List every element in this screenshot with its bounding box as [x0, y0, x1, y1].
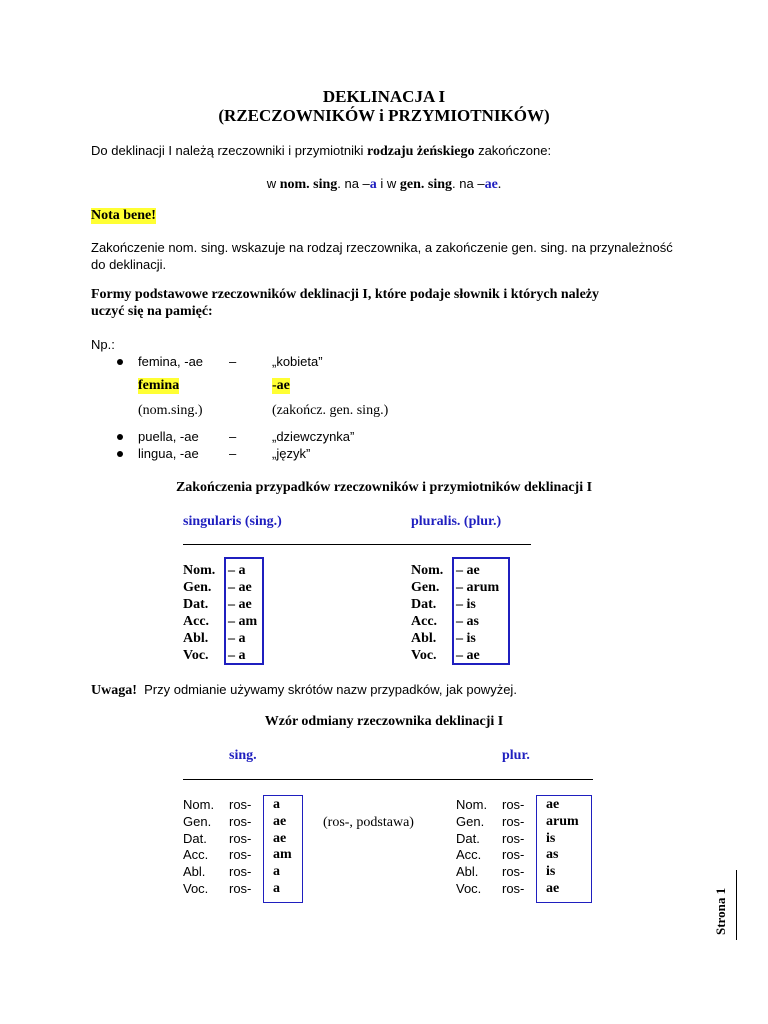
- pattern-case-list: [456, 797, 487, 898]
- page-number-rule: [736, 870, 737, 940]
- singular-endings-list: [228, 562, 257, 664]
- example-dash: –: [229, 429, 237, 444]
- example-dash: –: [229, 354, 237, 369]
- pattern-title: Wzór odmiany rzeczownika deklinacji I: [264, 714, 504, 729]
- page-title: DEKLINACJA I: [322, 87, 446, 106]
- case-label: Abl.: [183, 631, 209, 646]
- case-label: Gen.: [183, 580, 212, 595]
- rule-nom: nom. sing: [279, 177, 338, 192]
- example-word: lingua, -ae: [138, 446, 199, 461]
- case-label: Dat.: [456, 830, 480, 846]
- case-label: Dat.: [183, 597, 209, 612]
- case-label: Nom.: [456, 797, 488, 812]
- pattern-plur-endings: [546, 797, 579, 898]
- plural-ending: – ae: [456, 648, 480, 663]
- forms-heading-1: Formy podstawowe rzeczowników deklinacji I, które podaje słownik i których należy: [91, 287, 599, 302]
- endings-divider: [183, 544, 531, 545]
- intro-bold: rodzaju żeńskiego: [367, 144, 475, 159]
- pattern-stem-list: [502, 797, 524, 898]
- sing-ending: a: [273, 797, 280, 812]
- case-label: Voc.: [456, 880, 482, 896]
- example-dash: –: [229, 446, 237, 461]
- forms-heading-2: uczyć się na pamięć:: [91, 304, 213, 319]
- stem: ros-: [502, 864, 525, 880]
- nota-text-1: Zakończenie nom. sing. wskazuje na rodzaj rzeczownika, a zakończenie gen. sing. na przynależność: [91, 240, 673, 255]
- case-label: Voc.: [411, 648, 437, 663]
- endings-case-list: [411, 562, 443, 664]
- rule-iw: i w: [376, 176, 400, 191]
- stem-note: (ros-, podstawa): [323, 815, 414, 830]
- sing-ending: a: [273, 880, 280, 896]
- example-word: puella, -ae: [138, 429, 199, 444]
- case-label: Gen.: [411, 580, 440, 595]
- np-label: Np.:: [91, 337, 115, 352]
- stem: ros-: [502, 830, 525, 846]
- plur-ending: ae: [546, 797, 560, 812]
- stem: ros-: [502, 847, 525, 863]
- case-label: Nom.: [183, 563, 216, 578]
- case-label: Dat.: [411, 597, 437, 612]
- case-label: Gen.: [456, 813, 485, 829]
- pattern-divider: [183, 779, 593, 780]
- rule-w: w: [266, 176, 280, 191]
- page-number: Strona 1: [713, 887, 728, 935]
- nota-bene-label: Nota bene!: [91, 208, 156, 223]
- singular-ending: – ae: [228, 597, 252, 612]
- example-meaning: „kobieta”: [272, 354, 323, 369]
- uwaga-text: Przy odmianie używamy skrótów nazw przypadków, jak powyżej.: [136, 682, 517, 697]
- plur-ending: as: [546, 847, 559, 863]
- example-meaning: „język”: [272, 446, 311, 461]
- plural-ending: – ae: [456, 563, 480, 578]
- rule-ae: ae: [484, 177, 498, 192]
- plural-ending: – is: [456, 597, 476, 612]
- stem: ros-: [229, 847, 252, 863]
- stem: ros-: [229, 797, 252, 812]
- plur-ending: arum: [546, 813, 579, 829]
- case-label: Nom.: [183, 797, 215, 812]
- pattern-sing-endings: [273, 797, 292, 898]
- case-label: Acc.: [183, 614, 210, 629]
- rule-line: [0, 176, 768, 193]
- pattern-plur-header: plur.: [502, 748, 530, 763]
- singular-ending: – ae: [228, 580, 252, 595]
- case-label: Abl.: [411, 631, 437, 646]
- stem: ros-: [502, 880, 525, 896]
- demo-stem: femina: [138, 378, 180, 393]
- uwaga-label: Uwaga!: [91, 683, 137, 698]
- demo-ending-note: (zakończ. gen. sing.): [272, 403, 389, 418]
- singular-header: singularis (sing.): [183, 514, 282, 529]
- pattern-sing-header: sing.: [229, 748, 257, 763]
- example-meaning: „dziewczynka”: [272, 429, 355, 444]
- stem: ros-: [502, 797, 525, 812]
- case-label: Nom.: [411, 563, 444, 578]
- case-label: Acc.: [456, 847, 482, 863]
- rule-na2: . na –: [452, 176, 485, 191]
- singular-ending: – am: [228, 614, 258, 629]
- rule-dot: .: [497, 177, 502, 192]
- case-label: Acc.: [411, 614, 438, 629]
- intro-pre: Do deklinacji I należą rzeczowniki i przymiotniki: [91, 143, 367, 158]
- bullet-icon: [117, 359, 123, 365]
- singular-ending: – a: [228, 631, 246, 646]
- case-label: Voc.: [183, 648, 209, 663]
- plur-ending: ae: [546, 880, 560, 896]
- case-label: Abl.: [456, 864, 479, 880]
- uwaga-note: [91, 682, 517, 699]
- demo-stem-note: (nom.sing.): [138, 403, 203, 418]
- stem: ros-: [229, 864, 252, 880]
- plural-ending: – is: [456, 631, 476, 646]
- stem: ros-: [229, 880, 252, 896]
- case-label: Voc.: [183, 880, 209, 896]
- intro-text: [91, 143, 551, 160]
- rule-a: a: [369, 177, 377, 192]
- case-label: Dat.: [183, 830, 207, 846]
- page-subtitle: (RZECZOWNIKÓW i PRZYMIOTNIKÓW): [218, 106, 550, 125]
- plural-ending: – arum: [456, 580, 500, 595]
- case-label: Gen.: [183, 813, 212, 829]
- plural-header: pluralis. (plur.): [411, 514, 502, 529]
- nota-text-2: do deklinacji.: [91, 257, 167, 272]
- plural-ending: – as: [456, 614, 479, 629]
- case-label: Abl.: [183, 864, 206, 880]
- endings-case-list: [183, 562, 215, 664]
- singular-ending: – a: [228, 648, 246, 663]
- plural-endings-list: [456, 562, 499, 664]
- pattern-stem-list: [229, 797, 251, 898]
- sing-ending: a: [273, 864, 280, 880]
- sing-ending: ae: [273, 830, 287, 846]
- case-label: Acc.: [183, 847, 209, 863]
- stem: ros-: [229, 813, 252, 829]
- example-word: femina, -ae: [138, 354, 204, 369]
- bullet-icon: [117, 451, 123, 457]
- endings-title: Zakończenia przypadków rzeczowników i przymiotników deklinacji I: [175, 480, 593, 495]
- rule-na1: . na –: [337, 176, 370, 191]
- singular-ending: – a: [228, 563, 246, 578]
- plur-ending: is: [546, 830, 556, 846]
- bullet-icon: [117, 434, 123, 440]
- stem: ros-: [502, 813, 525, 829]
- pattern-case-list: [183, 797, 214, 898]
- intro-post: zakończone:: [474, 143, 552, 158]
- rule-gen: gen. sing: [399, 177, 453, 192]
- sing-ending: am: [273, 847, 292, 863]
- stem: ros-: [229, 830, 252, 846]
- sing-ending: ae: [273, 813, 287, 829]
- demo-ending: -ae: [272, 378, 290, 393]
- plur-ending: is: [546, 864, 556, 880]
